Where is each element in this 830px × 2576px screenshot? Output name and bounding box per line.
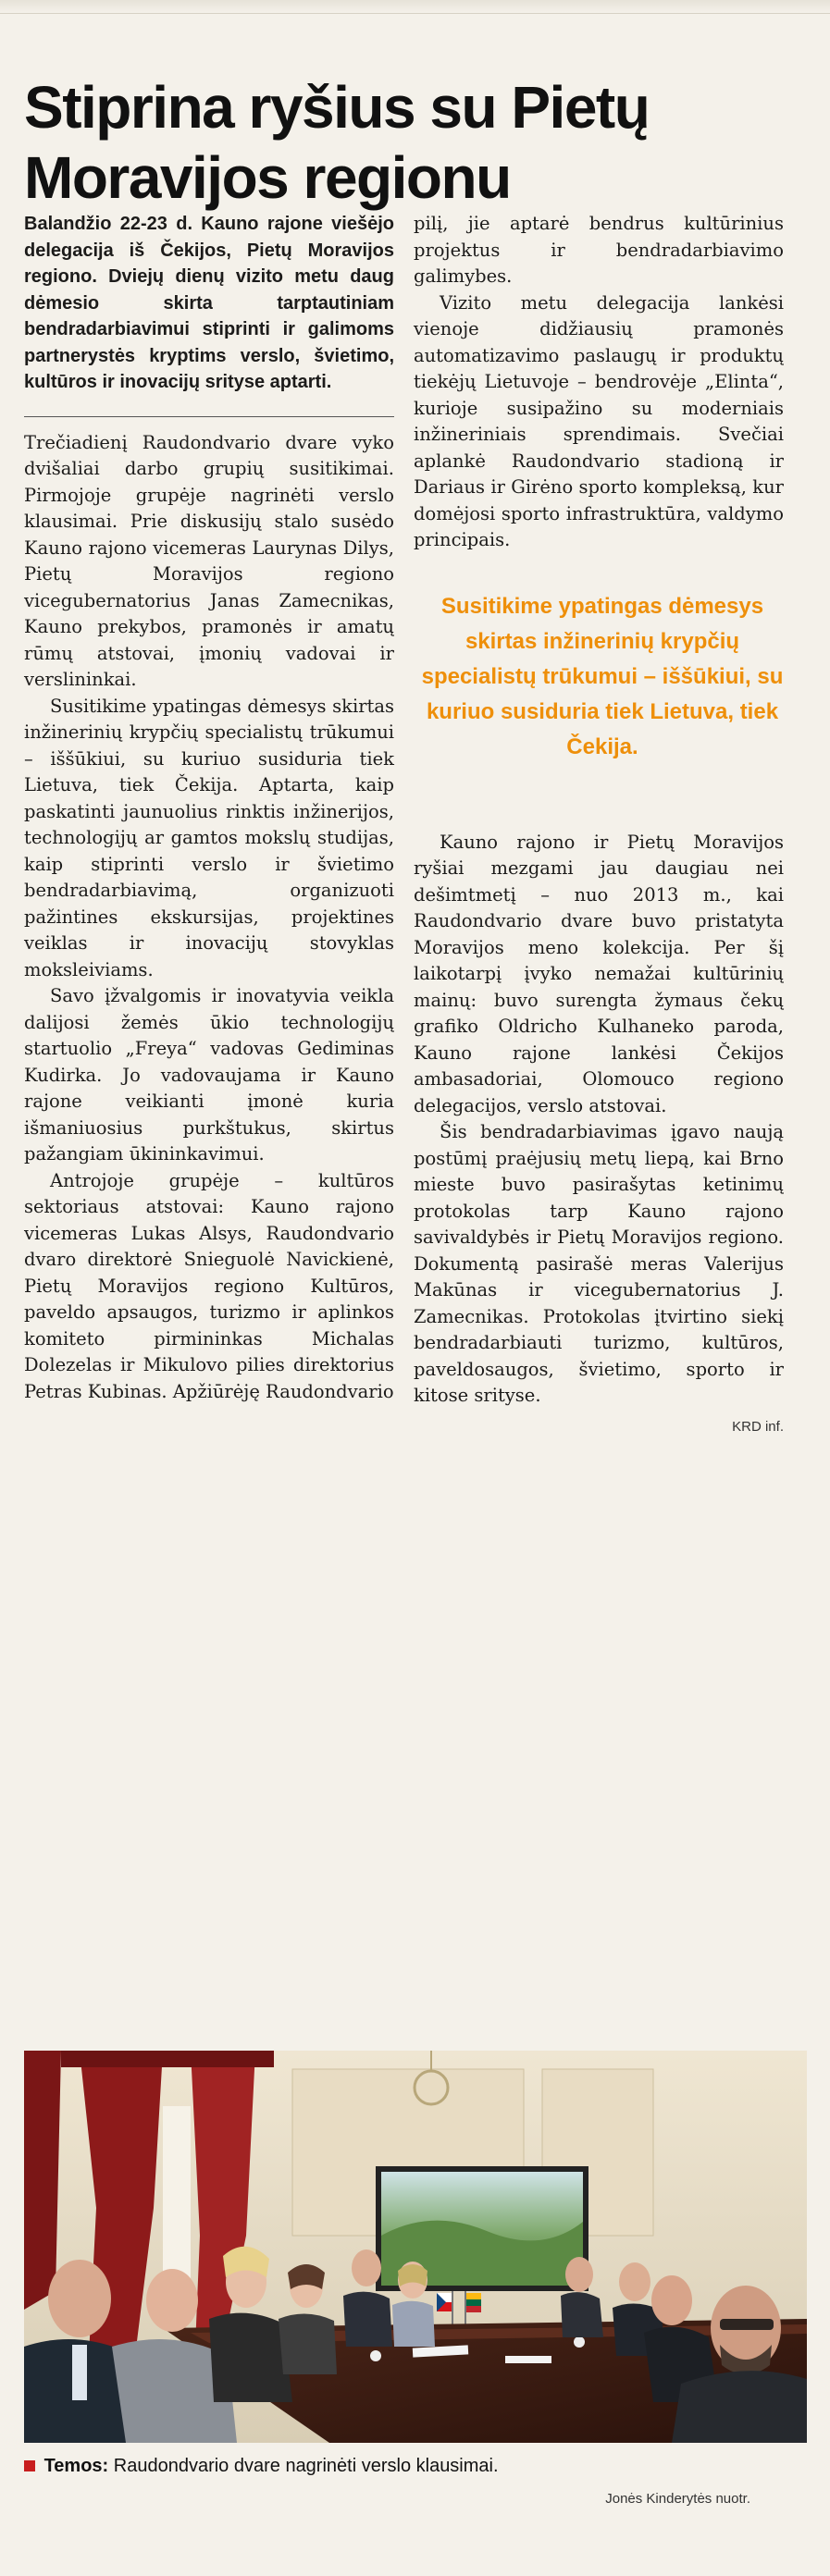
previous-page-edge <box>0 0 830 14</box>
caption-text: Raudondvario dvare nagrinėti verslo klausimai. <box>113 2456 499 2476</box>
left-column-body <box>24 430 394 1406</box>
meeting-photo-illustration <box>24 2051 807 2443</box>
paragraph: Šis bendradarbiavimas įgavo naują postūmį praėjusių metų liepą, kai Brno mieste buvo pasirašytas ketinimų protokolas tarp Kauno rajono savivaldybės ir Pietų Moravijos regiono. Dokumentą pasirašė meras Valerijus Makūnas ir vicegubernatorius J. Zamecnikas. Protokolas įtvirtino siekį bendradarbiauti turizmo, kultūros, paveldosaugos, švietimo, sporto ir kitose srityse. <box>414 1121 784 1406</box>
paragraph: Trečiadienį Raudondvario dvare vyko dvišaliai darbo grupių susitikimai. Pirmojoje grupėje nagrinėti verslo klausimai. Prie diskusijų stalo susėdo Kauno rajono vicemeras Laurynas Dilys, Pietų Moravijos regiono vicegubernatorius Janas Zamecnikas, Kauno prekybos, pramonės ir amatų rūmų atstovai, įmonių vadovai ir verslininkai. <box>24 431 394 690</box>
article-lead: Balandžio 22-23 d. Kauno rajone viešėjo delegacija iš Čekijos, Pietų Moravijos regiono. Dviejų dienų vizito metu daug dėmesio skirta tarptautiniam bendradarbiavimui stiprinti ir galimoms partnerystės kryptims verslo, švietimo, kultūros ir inovacijų srityse aptarti. <box>24 214 394 392</box>
lead-divider <box>24 416 394 417</box>
paragraph: Kauno rajono ir Pietų Moravijos ryšiai mezgami jau daugiau nei dešimtmetį – nuo 2013 m., kai Raudondvario dvare buvo pristatyta Moravijos meno kolekcija. Per šį laikotarpį įvyko nemažai kultūrinių mainų: buvo surengta žymaus čekų grafiko Oldricho Kulhaneko paroda, Kauno rajone lankėsi Čekijos ambasadoriai, Olomouco regiono delegacijos, verslo atstovai. <box>414 831 784 1116</box>
paragraph: Savo įžvalgomis ir inovatyvia veikla dalijosi žemės ūkio technologijų startuolio „Freya“ vadovas Gediminas Kudirka. Jo vadovaujama ir Kauno rajone veikianti įmonė kuria išmaniuosius purkštukus, skirtus pažangiam ūkininkavimui. <box>24 985 394 1165</box>
left-column <box>24 211 394 1405</box>
paragraph: Vizito metu delegacija lankėsi vienoje didžiausių pramonės automatizavimo paslaugų ir produktų tiekėjų Lietuvoje – bendrovėje „Elinta“, kurioje susipažino su moderniais inžineriniais sprendimais. Svečiai aplankė Raudondvario stadioną ir Dariaus ir Girėno sporto kompleksą, kur domėjosi sporto infrastruktūra, valdymo principais. <box>414 291 784 550</box>
photo-credit: Jonės Kinderytės nuotr. <box>605 2491 750 2507</box>
right-column-body-bottom <box>414 830 784 1410</box>
article-credit: KRD inf. <box>732 1418 784 1435</box>
caption-label: Temos: <box>43 2456 109 2476</box>
photo-caption <box>24 2456 499 2477</box>
paragraph: pilį, jie aptarė bendrus kultūrinius projektus ir bendradarbiavimo galimybes. <box>414 213 784 287</box>
paragraph: Susitikime ypatingas dėmesys skirtas inžinerinių krypčių specialistų trūkumui – iššūkiui, su kuriuo susiduria tiek Lietuva, tiek Čekija. Aptarta, kaip paskatinti jaunuolius rinktis inžinerijos, technologijų ar gamtos mokslų studijas, kaip stiprinti verslo ir švietimo bendradarbiavimą, organizuoti pažintines ekskursijas, projektines veiklas ir inovacijų stovyklas moksleiviams. <box>24 695 394 980</box>
paragraph: Antrojoje grupėje – kultūros sektoriaus atstovai: Kauno rajono vicemeras Lukas Alsys, Raudondvario dvaro direktorė Snieguolė Navickienė, Pietų Moravijos regiono Kultūros, paveldo apsaugos, turizmo ir aplinkos komiteto pirmininkas Michalas Dolezelas ir Mikulovo pilies direktorius Petras Kubinas. Apžiūrėję Raudondvario <box>24 1169 394 1402</box>
meeting-photo <box>24 2051 807 2443</box>
pull-quote: Susitikime ypatingas dėmesys skirtas inžinerinių krypčių specialistų trūkumui – iššūkiui, su kuriuo susiduria tiek Lietuva, tiek Čekija. <box>421 593 784 759</box>
article-headline: Stiprina ryšius su Pietų Moravijos regionu <box>24 74 650 211</box>
right-column-body-top <box>414 211 784 554</box>
right-column <box>414 211 784 1435</box>
caption-marker-icon <box>24 2460 35 2471</box>
